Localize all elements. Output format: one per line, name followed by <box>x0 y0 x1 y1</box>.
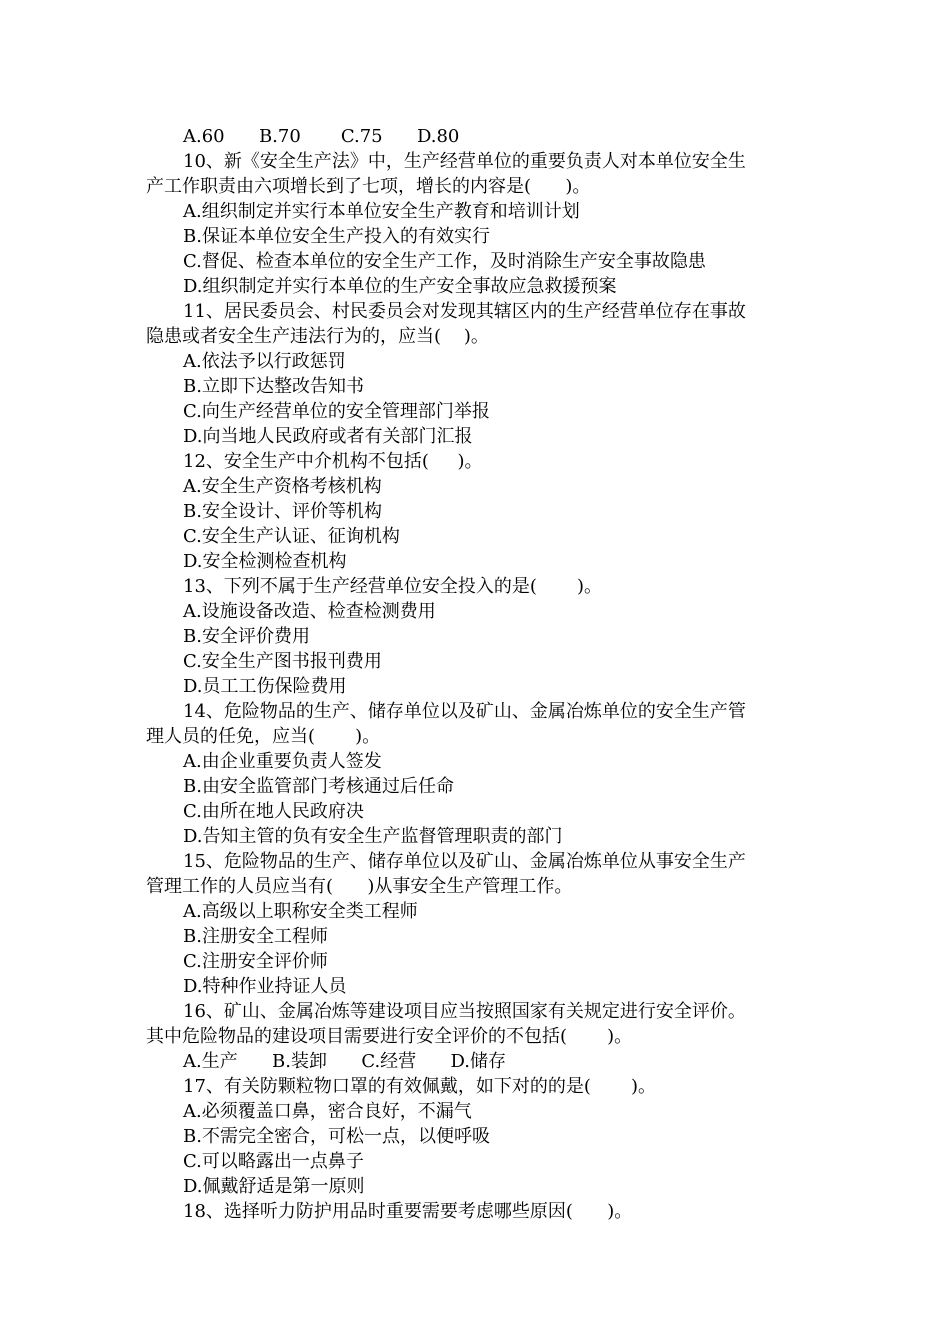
q13-option-b: B.安全评价费用 <box>183 626 310 647</box>
q13-option-a: A.设施设备改造、检查检测费用 <box>183 601 436 622</box>
q11-option-a: A.依法予以行政惩罚 <box>183 351 346 372</box>
q12-option-a: A.安全生产资格考核机构 <box>183 476 382 497</box>
q16-stem-line2: 其中危险物品的建设项目需要进行安全评价的不包括( )。 <box>146 1026 633 1047</box>
q11-option-c: C.向生产经营单位的安全管理部门举报 <box>183 401 490 422</box>
q10-option-b: B.保证本单位安全生产投入的有效实行 <box>183 226 490 247</box>
q14-option-a: A.由企业重要负责人签发 <box>183 751 382 772</box>
q9-options: A.60 B.70 C.75 D.80 <box>183 126 460 147</box>
q10-option-d: D.组织制定并实行本单位的生产安全事故应急救援预案 <box>183 276 617 297</box>
q10-option-c: C.督促、检查本单位的安全生产工作，及时消除生产安全事故隐患 <box>183 251 706 272</box>
q12-option-c: C.安全生产认证、征询机构 <box>183 526 400 547</box>
q14-stem-line1: 14、危险物品的生产、储存单位以及矿山、金属冶炼单位的安全生产管 <box>183 701 746 722</box>
q14-option-c: C.由所在地人民政府决 <box>183 801 364 822</box>
q14-option-b: B.由安全监管部门考核通过后任命 <box>183 776 454 797</box>
q17-stem: 17、有关防颗粒物口罩的有效佩戴，如下对的的是( )。 <box>183 1076 656 1097</box>
q12-stem: 12、安全生产中介机构不包括( )。 <box>183 451 483 472</box>
q11-stem-line1: 11、居民委员会、村民委员会对发现其辖区内的生产经营单位存在事故 <box>183 301 746 322</box>
q15-option-c: C.注册安全评价师 <box>183 951 328 972</box>
q12-option-d: D.安全检测检查机构 <box>183 551 347 572</box>
q10-stem-line2: 产工作职责由六项增长到了七项，增长的内容是( )。 <box>146 176 591 197</box>
q15-stem-line1: 15、危险物品的生产、储存单位以及矿山、金属冶炼单位从事安全生产 <box>183 851 746 872</box>
q13-option-c: C.安全生产图书报刊费用 <box>183 651 382 672</box>
q12-option-b: B.安全设计、评价等机构 <box>183 501 382 522</box>
q16-stem-line1: 16、矿山、金属冶炼等建设项目应当按照国家有关规定进行安全评价。 <box>183 1001 746 1022</box>
q17-option-c: C.可以略露出一点鼻子 <box>183 1151 364 1172</box>
q10-option-a: A.组织制定并实行本单位安全生产教育和培训计划 <box>183 201 580 222</box>
q13-option-d: D.员工工伤保险费用 <box>183 676 347 697</box>
q17-option-b: B.不需完全密合，可松一点，以便呼吸 <box>183 1126 490 1147</box>
q14-stem-line2: 理人员的任免，应当( )。 <box>146 726 381 747</box>
q14-option-d: D.告知主管的负有安全生产监督管理职责的部门 <box>183 826 563 847</box>
q11-stem-line2: 隐患或者安全生产违法行为的，应当( )。 <box>146 326 489 347</box>
q15-option-b: B.注册安全工程师 <box>183 926 328 947</box>
q15-option-a: A.高级以上职称安全类工程师 <box>183 901 418 922</box>
q15-stem-line2: 管理工作的人员应当有( )从事安全生产管理工作。 <box>146 876 573 897</box>
q13-stem: 13、下列不属于生产经营单位安全投入的是( )。 <box>183 576 602 597</box>
q17-option-a: A.必须覆盖口鼻，密合良好，不漏气 <box>183 1101 472 1122</box>
q16-options: A.生产 B.装卸 C.经营 D.储存 <box>183 1051 507 1072</box>
q10-stem-line1: 10、新《安全生产法》中，生产经营单位的重要负责人对本单位安全生 <box>183 151 746 172</box>
q18-stem: 18、选择听力防护用品时重要需要考虑哪些原因( )。 <box>183 1201 633 1222</box>
q15-option-d: D.特种作业持证人员 <box>183 976 347 997</box>
q11-option-d: D.向当地人民政府或者有关部门汇报 <box>183 426 473 447</box>
q17-option-d: D.佩戴舒适是第一原则 <box>183 1176 365 1197</box>
q11-option-b: B.立即下达整改告知书 <box>183 376 364 397</box>
